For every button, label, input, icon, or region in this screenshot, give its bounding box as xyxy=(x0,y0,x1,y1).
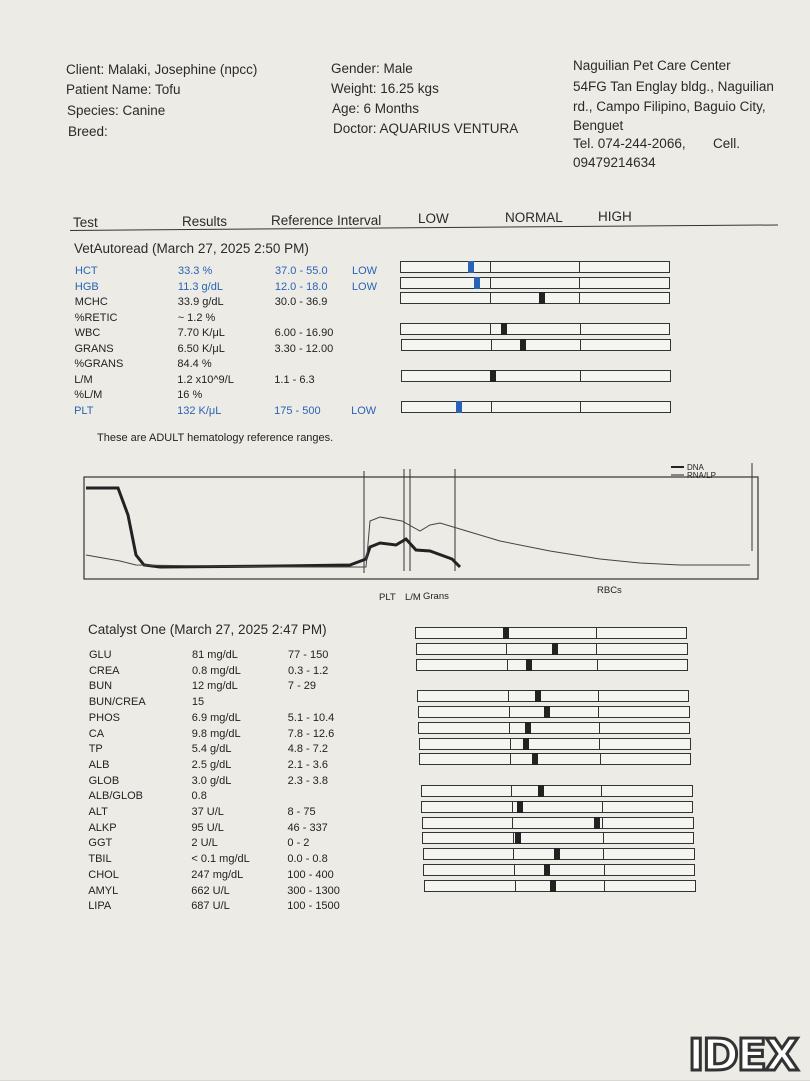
clinic-tel: Tel. 074-244-2066, xyxy=(573,136,686,151)
result-value: 9.8 mg/dL xyxy=(191,727,241,740)
result-marker xyxy=(456,401,462,413)
range-divider xyxy=(603,833,604,843)
result-marker xyxy=(490,370,496,382)
label-lm: L/M xyxy=(405,592,421,603)
reference-interval: 8 - 75 xyxy=(287,806,316,818)
range-bar xyxy=(422,832,694,844)
result-marker xyxy=(517,801,523,813)
flag-low: LOW xyxy=(351,404,377,417)
test-name: HGB xyxy=(74,280,99,293)
range-divider xyxy=(579,262,580,272)
result-value: ~ 1.2 % xyxy=(177,311,216,324)
test-name: TP xyxy=(88,743,103,756)
range-divider xyxy=(511,786,512,796)
weight: Weight: 16.25 kgs xyxy=(331,81,439,96)
range-divider xyxy=(509,707,510,717)
range-divider xyxy=(600,754,601,764)
test-name: GRANS xyxy=(74,342,114,355)
test-name: CA xyxy=(88,727,105,740)
result-value: 0.8 xyxy=(191,790,207,803)
flag-low: LOW xyxy=(352,265,378,277)
range-divider xyxy=(506,644,507,654)
range-divider xyxy=(602,802,603,812)
reference-interval: 0 - 2 xyxy=(287,837,310,850)
range-divider xyxy=(510,754,511,764)
range-bar xyxy=(424,880,696,892)
result-value: 11.3 g/dL xyxy=(177,280,223,293)
test-name: WBC xyxy=(74,327,101,339)
range-bar xyxy=(417,690,689,702)
result-marker xyxy=(515,832,521,844)
result-value: 33.9 g/dL xyxy=(177,296,224,308)
range-divider xyxy=(598,691,599,701)
result-value: 1.2 x10^9/L xyxy=(177,373,234,386)
col-test: Test xyxy=(73,215,98,230)
label-grans: Grans xyxy=(423,591,449,602)
result-value: < 0.1 mg/dL xyxy=(191,853,250,866)
range-divider xyxy=(513,849,514,859)
range-divider xyxy=(580,402,581,412)
range-bar xyxy=(416,643,688,655)
range-divider xyxy=(512,802,513,812)
result-value: 3.0 g/dL xyxy=(191,774,232,787)
label-rbcs: RBCs xyxy=(597,585,622,596)
result-marker xyxy=(554,848,560,860)
range-bar xyxy=(415,627,687,639)
test-name: PHOS xyxy=(88,711,120,724)
test-name: %GRANS xyxy=(74,358,124,370)
clinic-address-2: rd., Campo Filipino, Baguio City, xyxy=(573,99,766,114)
range-divider xyxy=(580,340,581,350)
range-bar xyxy=(416,659,688,671)
gender: Gender: Male xyxy=(331,61,413,76)
range-bar xyxy=(400,277,670,289)
result-value: 687 U/L xyxy=(191,900,230,913)
test-name: %RETIC xyxy=(74,311,118,324)
result-marker xyxy=(552,643,558,655)
col-low: LOW xyxy=(418,211,449,226)
test-name: BUN/CREA xyxy=(88,696,146,709)
range-bar xyxy=(400,292,670,304)
result-marker xyxy=(532,753,538,765)
reference-interval: 300 - 1300 xyxy=(287,884,340,897)
test-name: HCT xyxy=(75,265,98,277)
result-marker xyxy=(501,323,507,335)
range-bar xyxy=(418,722,690,734)
clinic-name: Naguilian Pet Care Center xyxy=(573,58,731,73)
test-name: AMYL xyxy=(88,884,119,897)
range-divider xyxy=(491,340,492,350)
range-bar xyxy=(421,801,693,813)
test-name: BUN xyxy=(88,680,113,693)
test-name: CREA xyxy=(88,664,120,677)
result-marker xyxy=(539,292,545,304)
reference-interval: 5.1 - 10.4 xyxy=(287,711,335,724)
legend-dna: DNA xyxy=(687,463,704,472)
result-value: 16 % xyxy=(177,389,203,401)
result-marker xyxy=(474,277,480,289)
range-divider xyxy=(491,402,492,412)
result-value: 6.9 mg/dL xyxy=(191,711,241,724)
clinic-address-1: 54FG Tan Englay bldg., Naguilian xyxy=(573,79,774,94)
range-divider xyxy=(604,865,605,875)
test-name: PLT xyxy=(74,404,94,417)
test-name: L/M xyxy=(74,373,93,386)
reference-interval: 0.0 - 0.8 xyxy=(287,853,328,866)
test-name: ALB xyxy=(88,758,110,771)
range-divider xyxy=(510,739,511,749)
range-divider xyxy=(602,818,603,828)
reference-interval: 3.30 - 12.00 xyxy=(274,342,334,355)
reference-interval: 0.3 - 1.2 xyxy=(287,664,329,677)
patient-name: Patient Name: Tofu xyxy=(66,82,181,97)
result-value: 7.70 K/μL xyxy=(177,327,225,339)
doctor: Doctor: AQUARIUS VENTURA xyxy=(333,121,519,136)
adult-ranges-note: These are ADULT hematology reference ranges. xyxy=(97,432,334,444)
result-value: 37 U/L xyxy=(191,806,224,818)
test-name: GLU xyxy=(89,649,112,661)
result-marker xyxy=(526,659,532,671)
reference-interval: 46 - 337 xyxy=(287,821,328,834)
range-divider xyxy=(598,707,599,717)
test-name: LIPA xyxy=(88,900,112,913)
flag-low: LOW xyxy=(351,280,377,293)
range-bar xyxy=(421,785,693,797)
reference-interval: 100 - 400 xyxy=(287,868,334,881)
reference-interval: 37.0 - 55.0 xyxy=(275,265,328,277)
range-divider xyxy=(601,786,602,796)
reference-interval: 100 - 1500 xyxy=(287,900,340,913)
range-divider xyxy=(490,324,491,334)
range-divider xyxy=(514,865,515,875)
range-divider xyxy=(579,278,580,288)
range-divider xyxy=(508,691,509,701)
range-bar xyxy=(401,370,671,382)
range-divider xyxy=(597,660,598,670)
range-divider xyxy=(599,739,600,749)
catalyst-title: Catalyst One (March 27, 2025 2:47 PM) xyxy=(88,622,327,637)
reference-interval: 175 - 500 xyxy=(274,404,321,417)
label-plt: PLT xyxy=(379,592,396,603)
range-divider xyxy=(507,660,508,670)
range-divider xyxy=(596,644,597,654)
reference-interval: 2.3 - 3.8 xyxy=(287,774,328,787)
test-name: ALB/GLOB xyxy=(88,790,143,803)
reference-interval: 1.1 - 6.3 xyxy=(274,373,315,386)
col-normal: NORMAL xyxy=(505,210,563,225)
result-value: 2 U/L xyxy=(191,837,218,850)
range-bar xyxy=(400,323,670,335)
clinic-cell-number: 09479214634 xyxy=(573,155,656,170)
test-name: GGT xyxy=(88,837,113,850)
result-marker xyxy=(525,722,531,734)
result-value: 6.50 K/μL xyxy=(177,342,225,355)
result-marker xyxy=(503,627,509,639)
result-marker xyxy=(550,880,556,892)
result-value: 5.4 g/dL xyxy=(191,743,232,756)
range-divider xyxy=(580,371,581,381)
clinic-cell-label: Cell. xyxy=(713,136,741,151)
range-bar xyxy=(401,339,671,351)
test-name: ALT xyxy=(88,806,108,818)
result-value: 0.8 mg/dL xyxy=(191,664,241,677)
test-name: MCHC xyxy=(74,296,108,308)
result-marker xyxy=(520,339,526,351)
breed: Breed: xyxy=(68,124,108,139)
legend-rna: RNA/LP xyxy=(687,471,716,480)
rna-curve xyxy=(86,517,750,567)
range-divider xyxy=(509,723,510,733)
reference-interval: 30.0 - 36.9 xyxy=(274,296,328,308)
result-value: 84.4 % xyxy=(177,358,212,370)
range-divider xyxy=(599,723,600,733)
reference-interval: 77 - 150 xyxy=(288,649,329,661)
client-name: Client: Malaki, Josephine (npcc) xyxy=(66,62,258,77)
test-name: TBIL xyxy=(88,853,112,866)
reference-interval: 12.0 - 18.0 xyxy=(274,280,328,293)
range-bar xyxy=(400,261,670,273)
result-marker xyxy=(544,706,550,718)
col-high: HIGH xyxy=(598,209,632,224)
range-divider xyxy=(604,881,605,891)
result-value: 81 mg/dL xyxy=(192,649,238,661)
result-marker xyxy=(535,690,541,702)
col-results: Results xyxy=(182,214,228,229)
reference-interval: 6.00 - 16.90 xyxy=(274,327,334,339)
test-name: GLOB xyxy=(88,774,120,787)
result-value: 15 xyxy=(191,696,205,709)
range-bar xyxy=(423,848,695,860)
result-value: 247 mg/dL xyxy=(191,868,244,881)
range-divider xyxy=(579,293,580,303)
range-divider xyxy=(515,881,516,891)
range-bar xyxy=(401,401,671,413)
reference-interval: 7.8 - 12.6 xyxy=(287,727,335,740)
result-value: 12 mg/dL xyxy=(191,680,238,693)
col-reference: Reference Interval xyxy=(271,213,382,228)
result-value: 662 U/L xyxy=(191,884,230,897)
result-marker xyxy=(538,785,544,797)
result-value: 95 U/L xyxy=(191,821,224,834)
range-bar xyxy=(419,753,691,765)
reference-interval: 2.1 - 3.6 xyxy=(287,758,328,771)
age: Age: 6 Months xyxy=(332,101,420,116)
result-value: 132 K/μL xyxy=(177,404,222,417)
range-bar xyxy=(422,817,694,829)
clinic-address-3: Benguet xyxy=(573,118,624,133)
idexx-logo: IDEX xyxy=(688,1030,797,1081)
result-marker xyxy=(594,817,600,829)
test-name: CHOL xyxy=(88,868,119,881)
range-bar xyxy=(418,706,690,718)
test-name: ALKP xyxy=(88,821,117,834)
result-marker xyxy=(468,261,474,273)
test-name: %L/M xyxy=(74,389,103,401)
range-divider xyxy=(512,818,513,828)
range-divider xyxy=(603,849,604,859)
result-value: 33.3 % xyxy=(178,265,213,277)
range-bar xyxy=(423,864,695,876)
result-marker xyxy=(544,864,550,876)
range-divider xyxy=(580,324,581,334)
reference-interval: 7 - 29 xyxy=(287,680,317,693)
range-divider xyxy=(490,262,491,272)
vetautoread-title: VetAutoread (March 27, 2025 2:50 PM) xyxy=(74,241,309,256)
range-divider xyxy=(490,293,491,303)
result-value: 2.5 g/dL xyxy=(191,758,232,771)
range-divider xyxy=(596,628,597,638)
species: Species: Canine xyxy=(67,103,166,118)
reference-interval: 4.8 - 7.2 xyxy=(287,743,329,756)
range-divider xyxy=(513,833,514,843)
range-divider xyxy=(490,278,491,288)
range-bar xyxy=(419,738,691,750)
result-marker xyxy=(523,738,529,750)
